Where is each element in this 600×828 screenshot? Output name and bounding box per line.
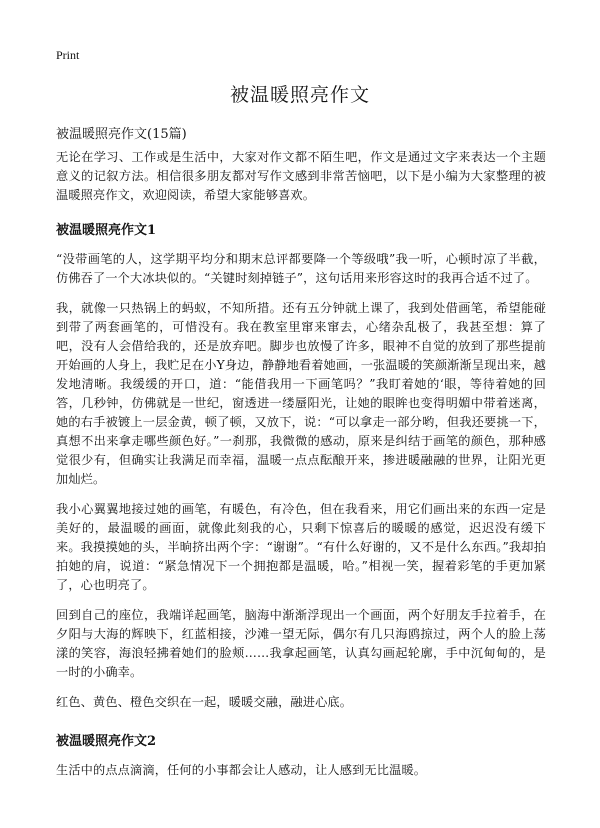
section-1-paragraph-1: “没带画笔的人，这学期平均分和期末总评都要降一个等级哦”我一听，心顿时凉了半截，仿佛吞了一个大冰块似的。“关键时刻掉链子”，这句话用来形容这时的我再合适不过了。 xyxy=(56,252,546,285)
section-heading-2: 被温暖照亮作文2 xyxy=(56,734,157,749)
section-1-paragraph-3: 我小心翼翼地接过她的画笔，有暖色，有冷色，但在我看来，用它们画出来的东西一定是美好的，最温暖的画面，就像此刻我的心，只剩下惊喜后的暖暖的感觉，迟迟没有缓下来。我摸摸她的头，半晌挤出两个字：“谢谢”。“有什么好谢的，又不是什么东西。”我却拍拍她的肩，说道：“紧急情况下一个拥抱都是温暖，哈。”相视一笑，握着彩笔的手更加紧了，心也明亮了。 xyxy=(56,502,546,592)
section-2-paragraph-1: 生活中的点点滴滴，任何的小事都会让人感动，让人感到无比温暖。 xyxy=(56,763,427,777)
section-1-paragraph-2: 我，就像一只热锅上的蚂蚁，不知所措。还有五分钟就上课了，我到处借画笔，希望能碰到带了两套画笔的，可惜没有。我在教室里窜来窜去，心绪杂乱极了，我甚至想：算了吧，没有人会借给我的，还是放弃吧。脚步也放慢了许多，眼神不自觉的放到了那些提前开始画的人身上，我贮足在小Y身边，静静地看着她画，一张温暖的笑颜渐渐呈现出来，越发地清晰。我缓缓的开口，道：“能借我用一下画笔吗？”我盯着她的‘眼，等待着她的回答，几秒钟，仿佛就是一世纪，窗透进一缕蜃阳光，让她的眼眸也变得明媚中带着迷离，她的右手被镀上一层金黄，顿了顿，又放下，说：“可以拿走一部分哟，但我还要挑一下，真想不出来拿走哪些颜色好。”一刹那，我微微的感动，原来是纠结于画笔的颜色，那种感觉很少有，但确实让我满足而幸福，温暖一点点酝酿开来，掺进暖融融的世界，让阳光更加灿烂。 xyxy=(56,301,546,486)
page-title: 被温暖照亮作文 xyxy=(229,84,370,106)
article-body xyxy=(56,148,546,791)
print-link[interactable]: Print xyxy=(56,48,80,62)
section-1-paragraph-4: 回到自己的座位，我端详起画笔，脑海中渐渐浮现出一个画面，两个好朋友手拉着手，在夕阳与大海的辉映下，红蓝相接，沙滩一望无际，偶尔有几只海鸥掠过，两个人的脸上荡漾的笑容，海浪轻拂着她们的脸颊……我拿起画笔，认真勾画起轮廓，手中沉甸甸的，是一时的小确幸。 xyxy=(56,608,546,679)
document-subtitle: 被温暖照亮作文(15篇) xyxy=(56,127,187,142)
section-1-paragraph-5: 红色、黄色、橙色交织在一起，暖暖交融，融进心底。 xyxy=(56,695,353,709)
intro-paragraph: 无论在学习、工作或是生活中，大家对作文都不陌生吧，作文是通过文字来表达一个主题意义的记叙方法。相信很多朋友都对写作文感到非常苦恼吧，以下是小编为大家整理的被温暖照亮作文，欢迎阅读，希望大家能够喜欢。 xyxy=(56,150,546,202)
section-heading-1: 被温暖照亮作文1 xyxy=(56,223,157,238)
